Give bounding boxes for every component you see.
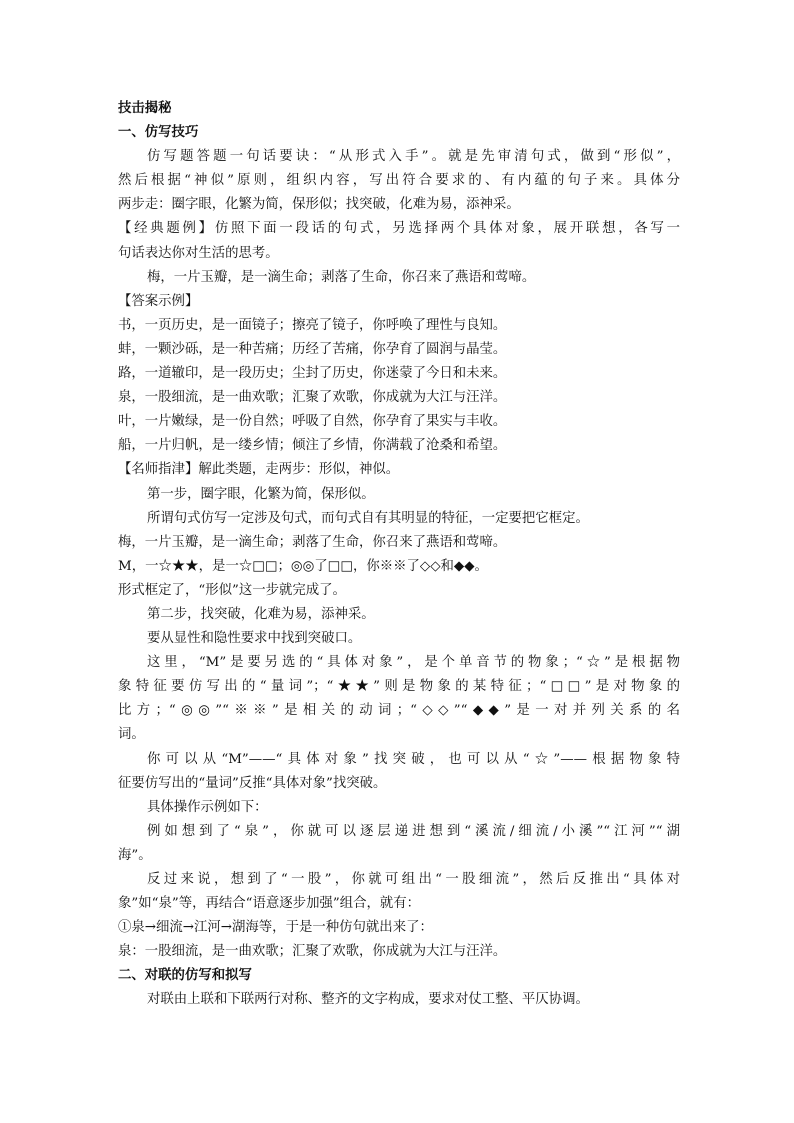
example-spring-line: 例如想到了“泉”，你就可以逐层递进想到“溪流/细流/小溪”“江河”“湖 [147, 823, 680, 839]
form-done: 形式框定了，“形似”这一步就完成了。 [118, 582, 346, 598]
operation-line: 具体操作示例如下： [147, 799, 268, 815]
answer-item: 路，一道辙印，是一段历史；尘封了历史，你迷蒙了今日和未来。 [118, 366, 507, 382]
answer-item: 船，一片归帆，是一缕乡情；倾注了乡情，你满载了沧桑和希望。 [118, 438, 507, 454]
answer-item: 叶，一片嫩绿，是一份自然；呼吸了自然，你孕育了果实与丰收。 [118, 414, 507, 430]
paragraph-line: 然后根据“神似”原则，组织内容，写出符合要求的、有内蕴的句子来。具体分 [118, 173, 680, 189]
explain-line: 这里，“M”是要另选的“具体对象”，是个单音节的物象；“☆”是根据物 [147, 655, 680, 671]
answer-item: 书，一页历史，是一面镜子；擦亮了镜子，你呼唤了理性与良知。 [118, 317, 507, 333]
answer-item: 蚌，一颗沙砾，是一种苦痛；历经了苦痛，你孕育了圆润与晶莹。 [118, 341, 507, 357]
step-2-explain: 要从显性和隐性要求中找到突破口。 [147, 631, 362, 647]
chain-line: ①泉→细流→江河→湖海等，于是一种仿句就出来了： [118, 920, 433, 936]
breakthrough-line: 征要仿写出的“量词”反推“具体对象”找突破。 [118, 775, 387, 791]
explain-line: 比方；“◎◎”“※※”是相关的动词；“◇◇”“◆◆”是一对并列关系的名 [118, 703, 680, 719]
final-sentence: 泉：一股细流，是一曲欢歌；汇聚了欢歌，你成就为大江与汪洋。 [118, 944, 507, 960]
document-body [118, 97, 680, 1013]
section-heading-2: 二、对联的仿写和拟写 [118, 968, 252, 984]
example-spring-line: 海”。 [118, 847, 152, 863]
example-question-line: 句话表达你对生活的思考。 [118, 245, 279, 261]
explain-line: 词。 [118, 727, 145, 743]
breakthrough-line: 你可以从“M”——“具体对象”找突破，也可以从“☆”——根据物象特 [147, 751, 680, 767]
paragraph-line: 两步走：圈字眼，化繁为简，保形似；找突破，化难为易，添神采。 [118, 197, 520, 213]
couplet-intro: 对联由上联和下联两行对称、整齐的文字构成，要求对仗工整、平仄协调。 [147, 992, 589, 1008]
paragraph-line: 仿写题答题一句话要诀：“从形式入手”。就是先审清句式，做到“形似”， [147, 149, 680, 165]
pattern-line: M，一☆★★，是一☆□□；◎◎了□□，你※※了◇◇和◆◆。 [118, 558, 488, 574]
example-sentence: 梅，一片玉瓣，是一滴生命；剥落了生命，你召来了燕语和莺啼。 [147, 269, 536, 285]
example-sentence-2: 梅，一片玉瓣，是一滴生命；剥落了生命，你召来了燕语和莺啼。 [118, 534, 507, 550]
page-title: 技击揭秘 [118, 101, 172, 116]
reverse-line: 反过来说，想到了“一股”，你就可组出“一股细流”，然后反推出“具体对 [147, 872, 680, 887]
step-1-explain: 所谓句式仿写一定涉及句式，而句式自有其明显的特征，一定要把它框定。 [147, 510, 589, 526]
step-1: 第一步，圈字眼，化繁为简，保形似。 [147, 486, 375, 502]
explain-line: 象特征要仿写出的“量词”；“★★”则是物象的某特征；“□□”是对物象的 [118, 679, 680, 695]
answer-label: 【答案示例】 [118, 293, 199, 309]
reverse-line: 象”如“泉”等，再结合“语意逐步加强”组合，就有： [118, 896, 421, 912]
answer-item: 泉，一股细流，是一曲欢歌；汇聚了欢歌，你成就为大江与汪洋。 [118, 390, 507, 406]
teacher-note: 【名师指津】解此类题，走两步：形似，神似。 [118, 462, 400, 478]
step-2: 第二步，找突破，化难为易，添神采。 [147, 606, 375, 622]
section-heading-1: 一、仿写技巧 [118, 125, 199, 141]
example-question-line: 【经典题例】仿照下面一段话的句式，另选择两个具体对象，展开联想，各写一 [118, 221, 680, 237]
